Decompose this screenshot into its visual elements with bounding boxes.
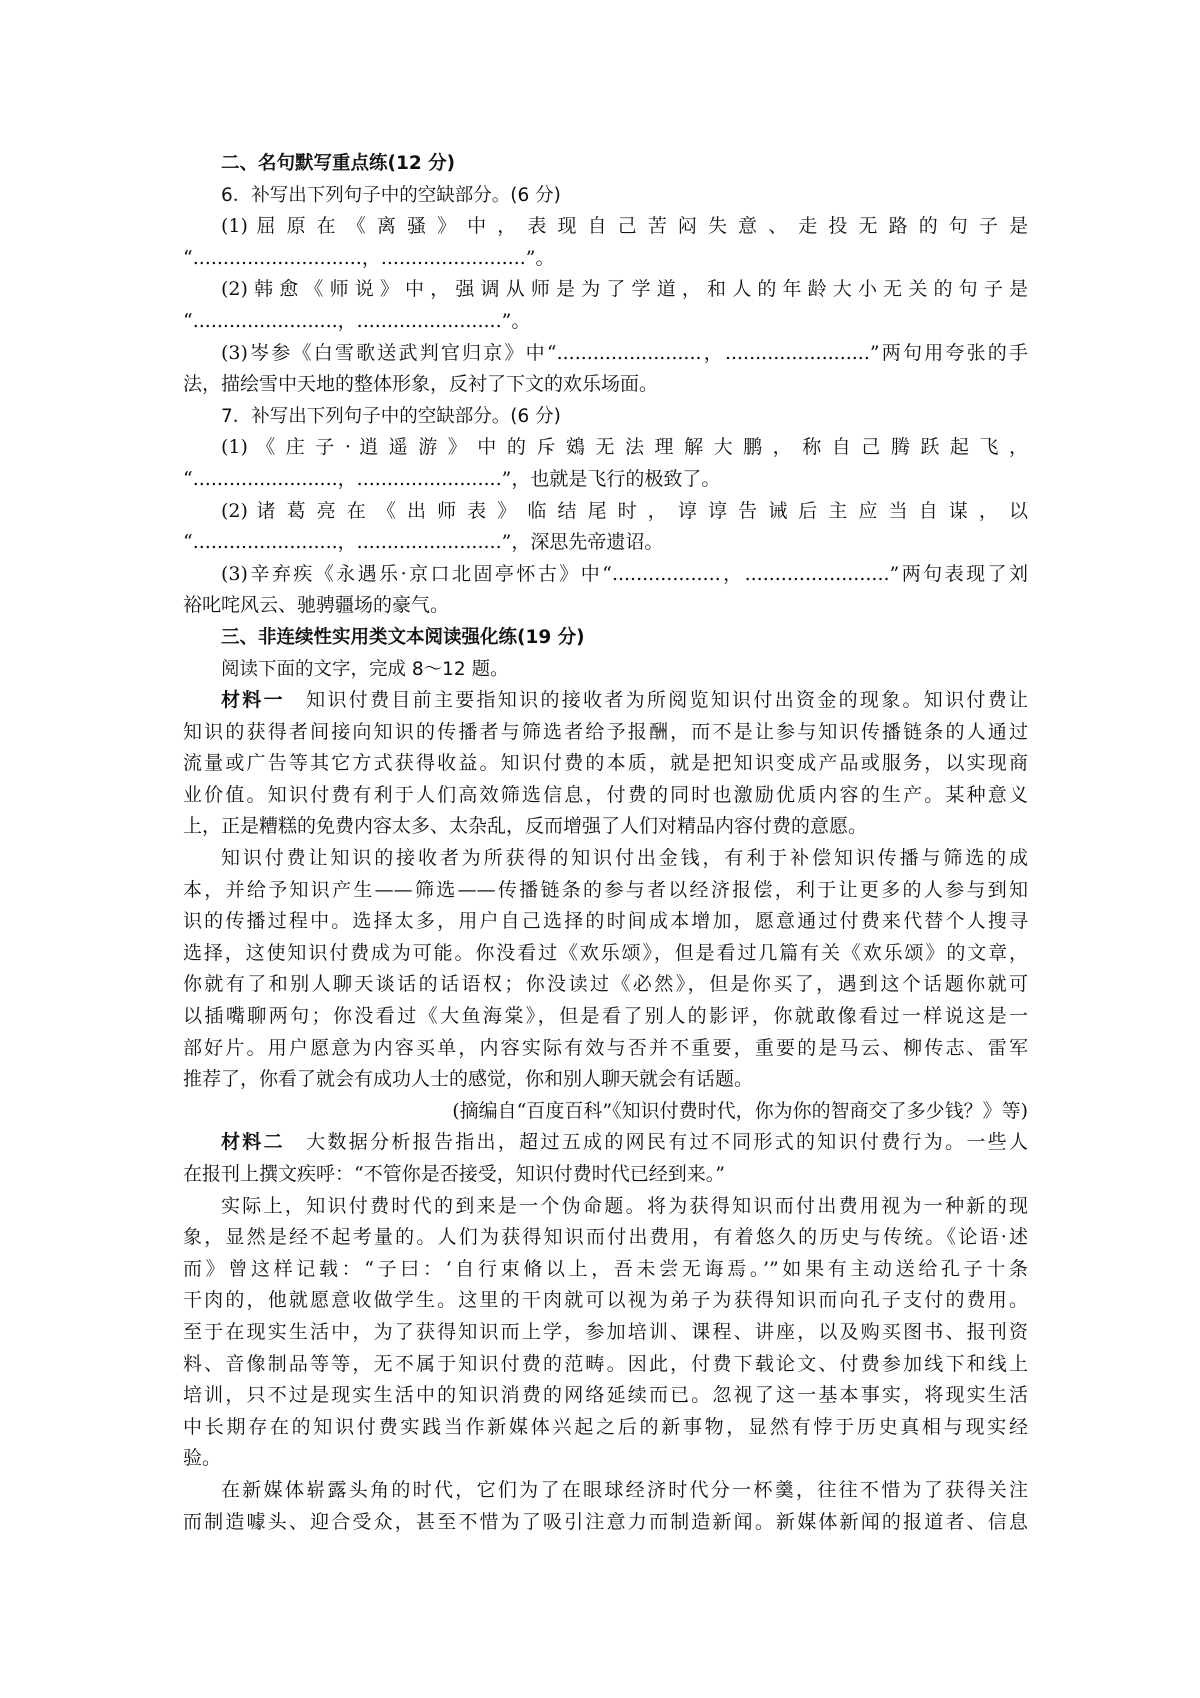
material2-p2-line2: 象，显然是经不起考量的。人们为获得知识而付出费用，有着悠久的历史与传统。《论语·述 (183, 1226, 1028, 1249)
question-7-stem: 7．补写出下列句子中的空缺部分。(6 分) (221, 405, 561, 427)
material2-p1-line2: 在报刊上撰文疾呼：“不管你是否接受，知识付费时代已经到来。” (183, 1163, 725, 1185)
material1-p2-line3: 识的传播过程中。选择太多，用户自己选择的时间成本增加，愿意通过付费来代替个人搜寻 (183, 910, 1028, 933)
material1-p2-line6: 以插嘴聊两句；你没看过《大鱼海棠》，但是看了别人的影评，你就敢像看过一样说这是一 (183, 1005, 1028, 1028)
q7-item2-line2: “........................，........................”，深思先帝遗诏。 (183, 531, 664, 554)
section-3-heading: 三、非连续性实用类文本阅读强化练(19 分) (221, 626, 585, 648)
material2-p2-line3: 而》曾这样记载：“子曰：‘自行束脩以上，吾未尝无诲焉。’”如果有主动送给孔子十条 (183, 1257, 1028, 1280)
material1-source: (摘编自“百度百科”《知识付费时代，你为你的智商交了多少钱？》等) (452, 1099, 1028, 1122)
material1-p2-line1: 知识付费让知识的接收者为所获得的知识付出金钱，有利于补偿知识传播与筛选的成 (221, 847, 1028, 870)
material1-p2-line2: 本，并给予知识产生——筛选——传播链条的参与者以经济报偿，利于让更多的人参与到知 (183, 878, 1028, 901)
section-2-heading: 二、名句默写重点练(12 分) (221, 153, 456, 174)
material1-p1-line3: 流量或广告等其它方式获得收益。知识付费的本质，就是把知识变成产品或服务，以实现商 (183, 752, 1028, 775)
q7-item3-line2: 裕叱咤风云、驰骋疆场的豪气。 (183, 594, 450, 617)
material2-p2-line1: 实际上，知识付费时代的到来是一个伪命题。将为获得知识而付出费用视为一种新的现 (221, 1194, 1028, 1217)
question-6-stem: 6．补写出下列句子中的空缺部分。(6 分) (221, 184, 561, 206)
material1-p2-line8: 推荐了，你看了就会有成功人士的感觉，你和别人聊天就会有话题。 (183, 1068, 754, 1091)
reading-instruction: 阅读下面的文字，完成 8～12 题。 (221, 658, 509, 680)
q6-item3-line2: 法，描绘雪中天地的整体形象，反衬了下文的欢乐场面。 (183, 373, 659, 396)
q6-item1-line1: (1) 屈 原 在 《 离 骚 》 中 ， 表 现 自 己 苦 闷 失 意 、 走 投 无 路 的 句 子 是 (221, 215, 1028, 238)
material1-p1-line2: 知识的获得者间接向知识的传播者与筛选者给予报酬，而不是让参与知识传播链条的人通过 (183, 720, 1028, 743)
material2-p2-line5: 至于在现实生活中，为了获得知识而上学，参加培训、课程、讲座，以及购买图书、报刊资 (183, 1320, 1028, 1343)
material2-p2-line4: 干肉的，他就愿意收做学生。这里的干肉就可以视为弟子为获得知识而向孔子支付的费用。 (183, 1289, 1028, 1312)
material2-p2-line6: 料、音像制品等等，无不属于知识付费的范畴。因此，付费下载论文、付费参加线下和线上 (183, 1352, 1028, 1375)
q6-item3-line1: (3)岑参《白雪歌送武判官归京》中“........................，........................”两句用夸张的手 (221, 341, 1028, 364)
material2-p2-line7: 培训，只不过是现实生活中的知识消费的网络延续而已。忽视了这一基本事实，将现实生活 (183, 1384, 1028, 1407)
exam-page (183, 148, 1028, 1538)
material1-p2-line7: 部好片。用户愿意为内容买单，内容实际有效与否并不重要，重要的是马云、柳传志、雷军 (183, 1036, 1028, 1059)
material1-p2-line5: 你就有了和别人聊天谈话的话语权；你没读过《必然》，但是你买了，遇到这个话题你就可 (183, 973, 1028, 996)
q6-item2-line2: “........................，........................”。 (183, 309, 531, 332)
material1-p2-line4: 选择，这使知识付费成为可能。你没看过《欢乐颂》，但是看过几篇有关《欢乐颂》的文章， (183, 941, 1028, 964)
material2-p3-line1: 在新媒体崭露头角的时代，它们为了在眼球经济时代分一杯羹，往往不惜为了获得关注 (221, 1478, 1028, 1501)
material2-p3-line2: 而制造噱头、迎合受众，甚至不惜为了吸引注意力而制造新闻。新媒体新闻的报道者、信息 (183, 1510, 1028, 1533)
material1-p1-line5: 上，正是糟糕的免费内容太多、太杂乱，反而增强了人们对精品内容付费的意愿。 (183, 815, 868, 838)
q7-item1-line1: (1) 《 庄 子 · 逍 遥 游 》 中 的 斥 鴳 无 法 理 解 大 鹏 ， 称 自 己 腾 跃 起 飞 ， (221, 436, 1028, 459)
q6-item2-line1: (2)韩愈《师说》中，强调从师是为了学道，和人的年龄大小无关的句子是 (221, 278, 1028, 301)
material2-p1-line1: 材料二 大数据分析报告指出，超过五成的网民有过不同形式的知识付费行为。一些人 (221, 1131, 1028, 1154)
material2-p2-line8: 中长期存在的知识付费实践当作新媒体兴起之后的新事物，显然有悖于历史真相与现实经 (183, 1415, 1028, 1438)
material1-label: 材料一 (221, 689, 285, 712)
material2-p2-line9: 验。 (183, 1447, 222, 1470)
material1-p1-line4: 业价值。知识付费有利于人们高效筛选信息，付费的同时也激励优质内容的生产。某种意义 (183, 783, 1028, 806)
q6-item1-line2: “............................，........................”。 (183, 246, 555, 269)
material2-label: 材料二 (221, 1131, 285, 1154)
q7-item2-line1: (2) 诸 葛 亮 在 《 出 师 表 》 临 结 尾 时 ， 谆 谆 告 诫 后 主 应 当 自 谋 ， 以 (221, 499, 1028, 522)
q7-item3-line1: (3)辛弃疾《永遇乐·京口北固亭怀古》中“..................，........................”两句表现了刘 (221, 562, 1028, 585)
material1-p1-line1: 材料一 知识付费目前主要指知识的接收者为所阅览知识付出资金的现象。知识付费让 (221, 689, 1028, 712)
q7-item1-line2: “........................，........................”，也就是飞行的极致了。 (183, 467, 721, 490)
